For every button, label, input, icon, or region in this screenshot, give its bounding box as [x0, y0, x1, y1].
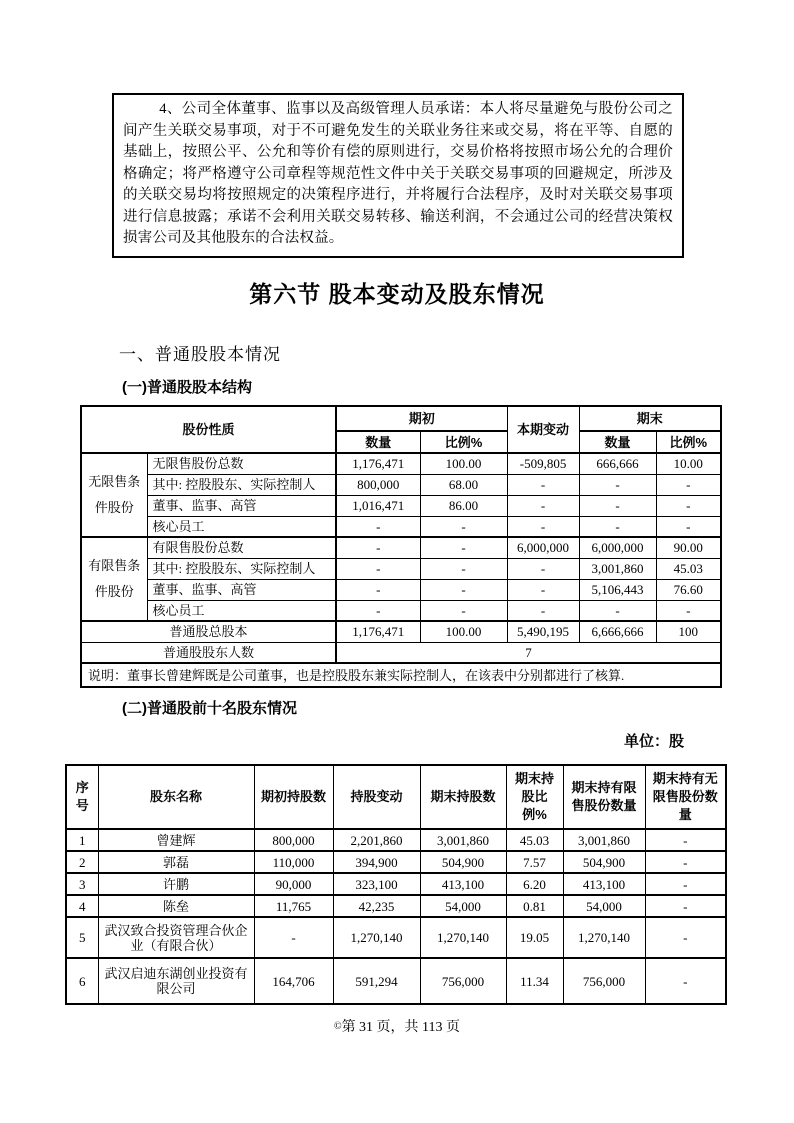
row-number: 6	[66, 958, 98, 1004]
table-cell: 3,001,860	[563, 829, 645, 851]
table-cell: 54,000	[420, 895, 506, 917]
table-row	[66, 851, 726, 873]
table-cell: -	[579, 495, 656, 516]
table-cell: 11,765	[254, 895, 333, 917]
table-cell: -	[579, 600, 656, 621]
table-cell: -	[579, 516, 656, 537]
table-cell: -	[579, 474, 656, 495]
holders-count-row	[81, 642, 721, 663]
total-row	[81, 621, 721, 642]
table-cell: 1,176,471	[336, 621, 420, 642]
table-row	[81, 600, 721, 621]
table-row	[81, 495, 721, 516]
table-cell: 1,016,471	[336, 495, 420, 516]
table-cell: 1,176,471	[336, 453, 420, 474]
table-cell: 3,001,860	[579, 558, 656, 579]
column-header-unrestricted: 期末持有无限售股份数量	[645, 765, 726, 829]
table-cell: 10.00	[656, 453, 721, 474]
subsection1-title: (一)普通股股本结构	[122, 379, 252, 396]
table-cell: -	[656, 474, 721, 495]
table-cell: 45.03	[656, 558, 721, 579]
table-cell: 90,000	[254, 873, 333, 895]
shareholder-name: 曾建辉	[98, 829, 254, 851]
table-cell: 76.60	[656, 579, 721, 600]
table-cell: 42,235	[333, 895, 420, 917]
table-cell: 6.20	[506, 873, 563, 895]
row-label: 普通股股东人数	[81, 642, 336, 663]
table-cell: 19.05	[506, 917, 563, 958]
shareholder-name: 武汉启迪东湖创业投资有限公司	[98, 958, 254, 1004]
table-header-row	[66, 765, 726, 829]
table-cell: -509,805	[507, 453, 579, 474]
column-header-change: 本期变动	[507, 406, 579, 453]
chapter-title: 第六节 股本变动及股东情况	[249, 281, 545, 307]
commitment-paragraph: 4、公司全体董事、监事以及高级管理人员承诺：本人将尽量避免与股份公司之间产生关联交易事项，对于不可避免发生的关联业务往来或交易，将在平等、自愿的基础上，按照公平、公允和等价有偿的原则进行，交易价格将按照市场公允的合理价格确定；将严格遵守公司章程等规范性文件中关于关联交易事项的回避规定，所涉及的关联交易均将按照规定的决策程序进行，并将履行合法程序，及时对关联交易事项进行信息披露；承诺不会利用关联交易转移、输送利润，不会通过公司的经营决策权损害公司及其他股东的合法权益。	[123, 101, 673, 246]
table-cell: 110,000	[254, 851, 333, 873]
row-group-label: 有限售条件股份	[81, 537, 147, 621]
row-group-label: 无限售条件股份	[81, 453, 147, 537]
table-cell: -	[645, 851, 726, 873]
table-cell: -	[420, 537, 507, 558]
column-header-no: 序号	[66, 765, 98, 829]
table-cell: 100	[656, 621, 721, 642]
table-cell: -	[336, 537, 420, 558]
table-row	[66, 917, 726, 958]
table-cell: -	[645, 829, 726, 851]
table-cell: 1,270,140	[563, 917, 645, 958]
footer-mark: ©	[333, 1021, 342, 1032]
table-cell: -	[507, 558, 579, 579]
table-cell: 45.03	[506, 829, 563, 851]
table-cell: 5,490,195	[507, 621, 579, 642]
row-label: 董事、监事、高管	[147, 495, 336, 516]
shareholder-name: 许鹏	[98, 873, 254, 895]
column-header-begin-shares: 期初持股数	[254, 765, 333, 829]
row-label: 无限售股份总数	[147, 453, 336, 474]
column-header-name: 股东名称	[98, 765, 254, 829]
table-cell: 756,000	[563, 958, 645, 1004]
table-row	[66, 895, 726, 917]
table-cell: -	[507, 579, 579, 600]
table-cell: 800,000	[254, 829, 333, 851]
table-cell: 1,270,140	[333, 917, 420, 958]
table-cell: 2,201,860	[333, 829, 420, 851]
table-cell: 90.00	[656, 537, 721, 558]
column-header-ratio: 比例%	[420, 431, 507, 453]
table-cell: -	[645, 873, 726, 895]
table-cell: 100.00	[420, 453, 507, 474]
row-label: 董事、监事、高管	[147, 579, 336, 600]
table-cell: -	[507, 495, 579, 516]
table-cell: -	[254, 917, 333, 958]
column-header-begin: 期初	[336, 406, 507, 431]
table-row	[81, 516, 721, 537]
row-label: 其中: 控股股东、实际控制人	[147, 474, 336, 495]
row-label: 普通股总股本	[81, 621, 336, 642]
row-number: 3	[66, 873, 98, 895]
table-cell: 0.81	[506, 895, 563, 917]
table-cell: -	[645, 895, 726, 917]
table-cell: 54,000	[563, 895, 645, 917]
row-label: 核心员工	[147, 600, 336, 621]
table-cell: -	[336, 558, 420, 579]
row-number: 4	[66, 895, 98, 917]
row-label: 核心员工	[147, 516, 336, 537]
shareholder-name: 武汉致合投资管理合伙企业（有限合伙）	[98, 917, 254, 958]
page-number-footer	[0, 1016, 794, 1036]
table-cell: 413,100	[563, 873, 645, 895]
table-cell: 6,000,000	[507, 537, 579, 558]
column-header-nature: 股份性质	[81, 406, 336, 453]
capital-structure-table	[80, 405, 722, 688]
table-cell: 323,100	[333, 873, 420, 895]
table-note: 说明：董事长曾建辉既是公司董事，也是控股股东兼实际控制人，在该表中分别都进行了核算.	[81, 663, 721, 687]
table-cell: -	[420, 558, 507, 579]
shareholder-name: 郭磊	[98, 851, 254, 873]
table-cell: 7.57	[506, 851, 563, 873]
table-cell: -	[656, 600, 721, 621]
table-row	[81, 558, 721, 579]
footer-text: 第 31 页，共 113 页	[341, 1020, 461, 1035]
table-cell: -	[420, 600, 507, 621]
table-cell: 800,000	[336, 474, 420, 495]
table-cell: -	[336, 579, 420, 600]
commitment-text-box	[112, 93, 684, 258]
row-label: 其中: 控股股东、实际控制人	[147, 558, 336, 579]
table-cell: -	[507, 474, 579, 495]
note-row	[81, 663, 721, 687]
table-cell: -	[507, 600, 579, 621]
table-cell: 7	[336, 642, 721, 663]
row-number: 1	[66, 829, 98, 851]
row-label: 有限售股份总数	[147, 537, 336, 558]
top-shareholders-table	[65, 764, 727, 1005]
table-cell: -	[656, 495, 721, 516]
table-cell: 5,106,443	[579, 579, 656, 600]
column-header-qty: 数量	[336, 431, 420, 453]
subsection2-title: (二)普通股前十名股东情况	[122, 700, 297, 717]
table-row	[81, 579, 721, 600]
table-row	[66, 829, 726, 851]
column-header-qty: 数量	[579, 431, 656, 453]
section-title: 一、普通股股本情况	[119, 345, 281, 364]
table-cell: 3,001,860	[420, 829, 506, 851]
table-cell: -	[645, 917, 726, 958]
table-cell: 1,270,140	[420, 917, 506, 958]
table-cell: 100.00	[420, 621, 507, 642]
table-cell: 504,900	[563, 851, 645, 873]
table-cell: 68.00	[420, 474, 507, 495]
column-header-ratio: 比例%	[656, 431, 721, 453]
table-cell: -	[656, 516, 721, 537]
row-number: 2	[66, 851, 98, 873]
unit-label: 单位：股	[623, 733, 684, 750]
table-cell: 6,666,666	[579, 621, 656, 642]
table-cell: 591,294	[333, 958, 420, 1004]
table-cell: 394,900	[333, 851, 420, 873]
table-cell: 86.00	[420, 495, 507, 516]
table-cell: -	[507, 516, 579, 537]
table-row	[81, 474, 721, 495]
table-cell: 6,000,000	[579, 537, 656, 558]
table-cell: 164,706	[254, 958, 333, 1004]
table-row	[81, 453, 721, 474]
table-cell: -	[336, 600, 420, 621]
table-cell: -	[645, 958, 726, 1004]
column-header-end-shares: 期末持股数	[420, 765, 506, 829]
table-cell: -	[420, 516, 507, 537]
table-row	[66, 873, 726, 895]
column-header-end: 期末	[579, 406, 721, 431]
table-row	[81, 537, 721, 558]
table-cell: 11.34	[506, 958, 563, 1004]
table-cell: -	[336, 516, 420, 537]
shareholder-name: 陈垒	[98, 895, 254, 917]
table-cell: 504,900	[420, 851, 506, 873]
table-cell: 413,100	[420, 873, 506, 895]
row-number: 5	[66, 917, 98, 958]
table-cell: 756,000	[420, 958, 506, 1004]
table-cell: 666,666	[579, 453, 656, 474]
table-header-row	[81, 406, 721, 431]
column-header-restricted: 期末持有限售股份数量	[563, 765, 645, 829]
table-row	[66, 958, 726, 1004]
column-header-change: 持股变动	[333, 765, 420, 829]
table-cell: -	[420, 579, 507, 600]
column-header-end-ratio: 期末持股比例%	[506, 765, 563, 829]
